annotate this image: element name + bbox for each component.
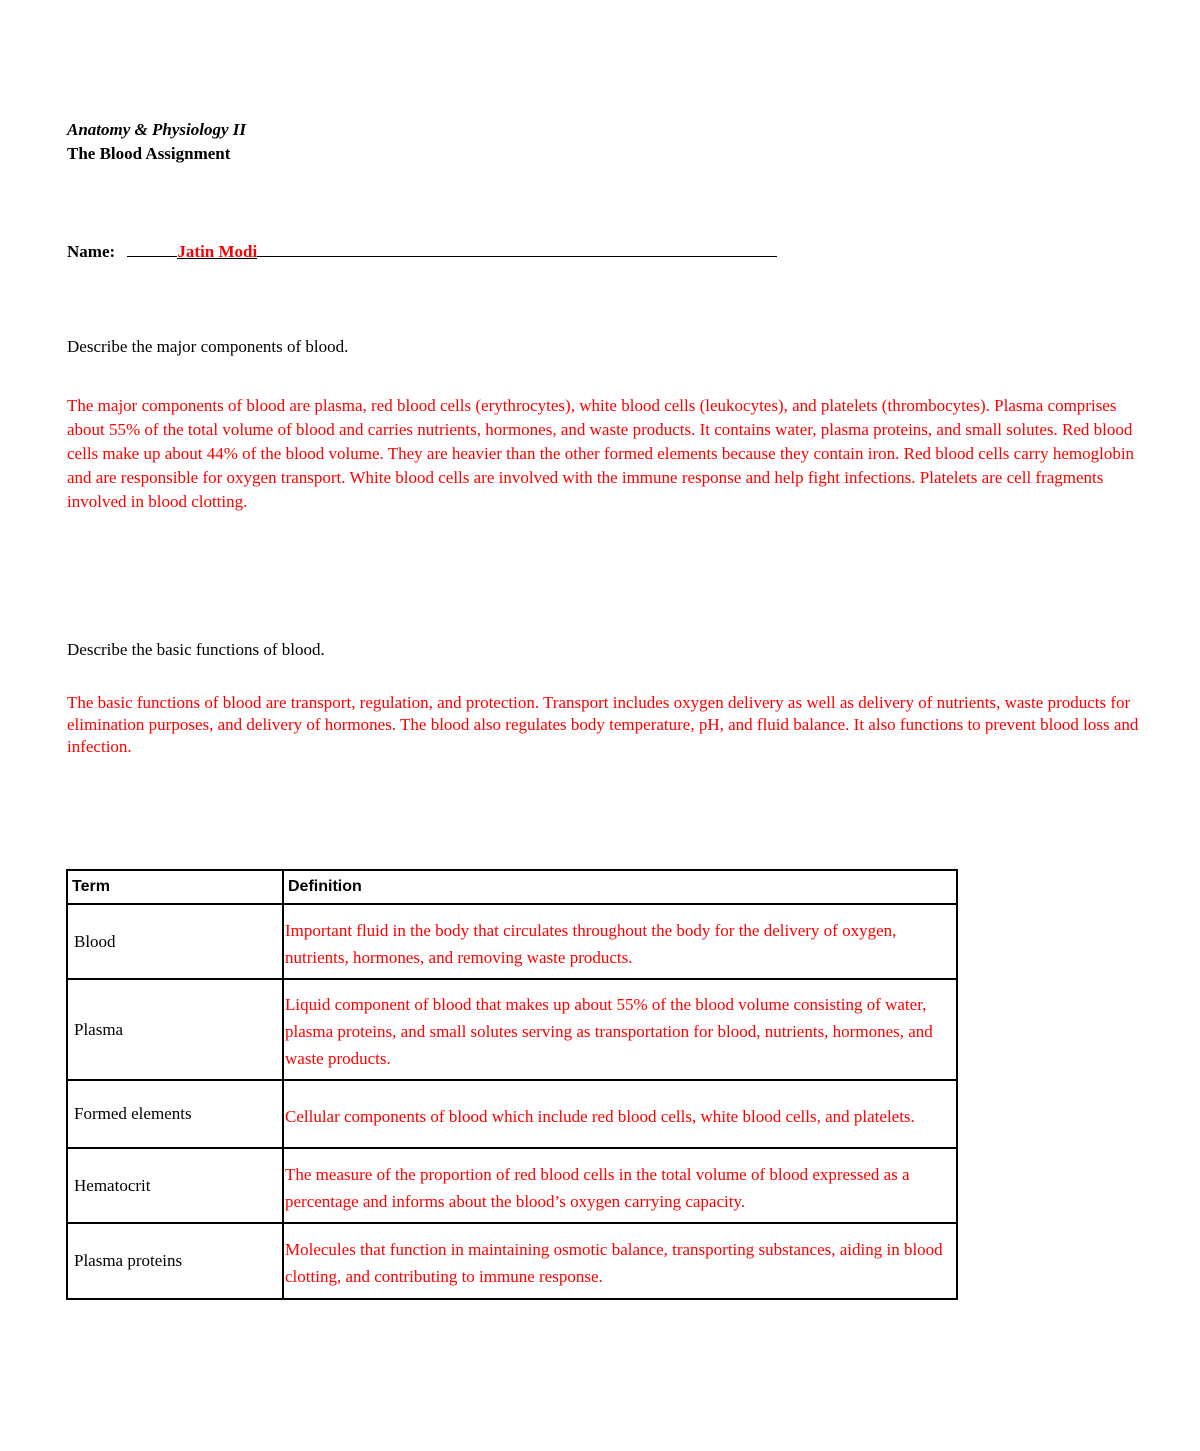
question-2-answer[interactable]: The basic functions of blood are transport, regulation, and protection. Transport includes oxygen delivery as well as delivery of nutrients, waste products for elimination purposes, and delivery of hormones. The blood also regulates body temperature, pH, and fluid balance. It also functions to prevent blood loss and infection. <box>67 693 1139 756</box>
definition-column-header: Definition <box>283 870 957 904</box>
name-line <box>67 240 777 262</box>
table-row <box>67 1148 957 1223</box>
term-cell: Formed elements <box>67 1080 283 1148</box>
name-blank-right <box>257 240 777 257</box>
name-blank-left <box>127 240 177 257</box>
question-1-answer[interactable]: The major components of blood are plasma, red blood cells (erythrocytes), white blood cells (leukocytes), and platelets (thrombocytes). Plasma comprises about 55% of the total volume of blood and carries nutrients, hormones, and waste products. It contains water, plasma proteins, and small solutes. Red blood cells make up about 44% of the blood volume. They are heavier than the other formed elements because they contain iron. Red blood cells carry hemoglobin and are responsible for oxygen transport. White blood cells are involved with the immune response and help fight infections. Platelets are cell fragments involved in blood clotting. <box>67 396 1135 511</box>
question-1-prompt: Describe the major components of blood. <box>67 337 349 356</box>
terms-table <box>66 869 958 1300</box>
table-header-row <box>67 870 957 904</box>
table-row <box>67 1223 957 1299</box>
course-title: Anatomy & Physiology II <box>67 120 246 139</box>
assignment-title: The Blood Assignment <box>67 144 231 163</box>
definition-cell[interactable]: Molecules that function in maintaining osmotic balance, transporting substances, aiding in blood clotting, and contributing to immune response. <box>283 1223 957 1299</box>
table-row <box>67 904 957 979</box>
definition-cell[interactable]: Liquid component of blood that makes up about 55% of the blood volume consisting of water, plasma proteins, and small solutes serving as transportation for blood, nutrients, hormones, and waste products. <box>283 979 957 1080</box>
definition-cell[interactable]: Cellular components of blood which include red blood cells, white blood cells, and platelets. <box>283 1080 957 1148</box>
term-cell: Blood <box>67 904 283 979</box>
name-value[interactable]: Jatin Modi <box>177 242 258 261</box>
term-column-header: Term <box>67 870 283 904</box>
definition-cell[interactable]: The measure of the proportion of red blood cells in the total volume of blood expressed as a percentage and informs about the blood’s oxygen carrying capacity. <box>283 1148 957 1223</box>
definition-cell[interactable]: Important fluid in the body that circulates throughout the body for the delivery of oxygen, nutrients, hormones, and removing waste products. <box>283 904 957 979</box>
term-cell: Plasma <box>67 979 283 1080</box>
table-row <box>67 979 957 1080</box>
term-cell: Plasma proteins <box>67 1223 283 1299</box>
term-cell: Hematocrit <box>67 1148 283 1223</box>
name-label: Name: <box>67 242 116 261</box>
question-2-prompt: Describe the basic functions of blood. <box>67 640 325 659</box>
table-row <box>67 1080 957 1148</box>
